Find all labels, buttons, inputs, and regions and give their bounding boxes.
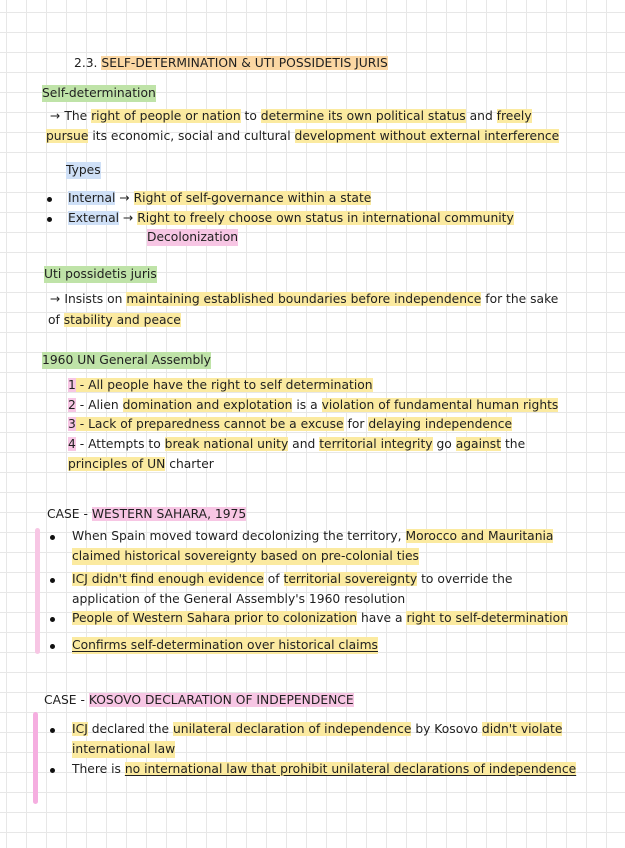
bullet-icon [50, 728, 55, 733]
bullet-icon [50, 617, 55, 622]
section-heading [74, 55, 388, 72]
arrow-icon: → [50, 109, 61, 123]
self-determination-definition-line2: pursue its economic, social and cultural development without external interference [46, 129, 560, 143]
type-external: External → Right to freely choose own status in international community [68, 211, 514, 225]
section-number: 2.3. [74, 56, 98, 70]
case-western-sahara-heading: CASE - WESTERN SAHARA, 1975 [47, 507, 247, 521]
bullet-icon [50, 578, 55, 583]
kv-bullet-1-line1: ICJ declared the unilateral declaration of independence by Kosovo didn't violate [72, 722, 563, 736]
unga-item-3: 3 - Lack of preparedness cannot be a excuse for delaying independence [68, 417, 513, 431]
unga-item-1: 1 - All people have the right to self determination [68, 378, 373, 392]
unga-item-4-continued: principles of UN charter [68, 457, 214, 471]
ws-bullet-3: People of Western Sahara prior to colonization have a right to self-determination [72, 611, 568, 625]
bullet-icon [47, 217, 52, 222]
bullet-icon [50, 535, 55, 540]
kv-bullet-2: There is no international law that prohibit unilateral declarations of independence [72, 762, 577, 776]
type-internal: Internal → Right of self-governance within a state [68, 191, 372, 205]
ws-bullet-1-line1: When Spain moved toward decolonizing the territory, Morocco and Mauritania [72, 529, 554, 543]
ws-bullet-1-line2: claimed historical sovereignty based on pre-colonial ties [72, 549, 419, 563]
uti-possidetis-label: Uti possidetis juris [44, 267, 157, 281]
self-determination-definition-line1: → The right of people or nation to determine its own political status and freely [50, 109, 532, 123]
bullet-icon [50, 768, 55, 773]
arrow-icon: → [50, 292, 61, 306]
case-kosovo-heading: CASE - KOSOVO DECLARATION OF INDEPENDENCE [44, 693, 354, 707]
uti-possidetis-definition-line1: → Insists on maintaining established boundaries before independence for the sake [50, 292, 559, 306]
ws-bullet-2-line2: application of the General Assembly's 1960 resolution [72, 592, 406, 606]
unga-label: 1960 UN General Assembly [42, 353, 211, 367]
ws-bullet-4: Confirms self-determination over historical claims [72, 638, 378, 652]
pink-margin-bar [35, 528, 40, 654]
unga-item-4: 4 - Attempts to break national unity and territorial integrity go against the [68, 437, 526, 451]
section-title: SELF-DETERMINATION & UTI POSSIDETIS JURIS [101, 56, 388, 70]
arrow-icon: → [122, 211, 134, 225]
bullet-icon [50, 644, 55, 649]
types-label: Types [66, 163, 101, 177]
kv-bullet-1-line2: international law [72, 742, 176, 756]
uti-possidetis-definition-line2: of stability and peace [48, 313, 181, 327]
arrow-icon: → [119, 191, 130, 205]
bullet-icon [47, 197, 52, 202]
decolonization-tag: Decolonization [147, 230, 239, 244]
unga-item-2: 2 - Alien domination and explotation is a violation of fundamental human rights [68, 398, 559, 412]
pink-margin-bar [33, 712, 38, 804]
self-determination-label: Self-determination [42, 86, 156, 100]
ws-bullet-2-line1: ICJ didn't find enough evidence of territorial sovereignty to override the [72, 572, 513, 586]
